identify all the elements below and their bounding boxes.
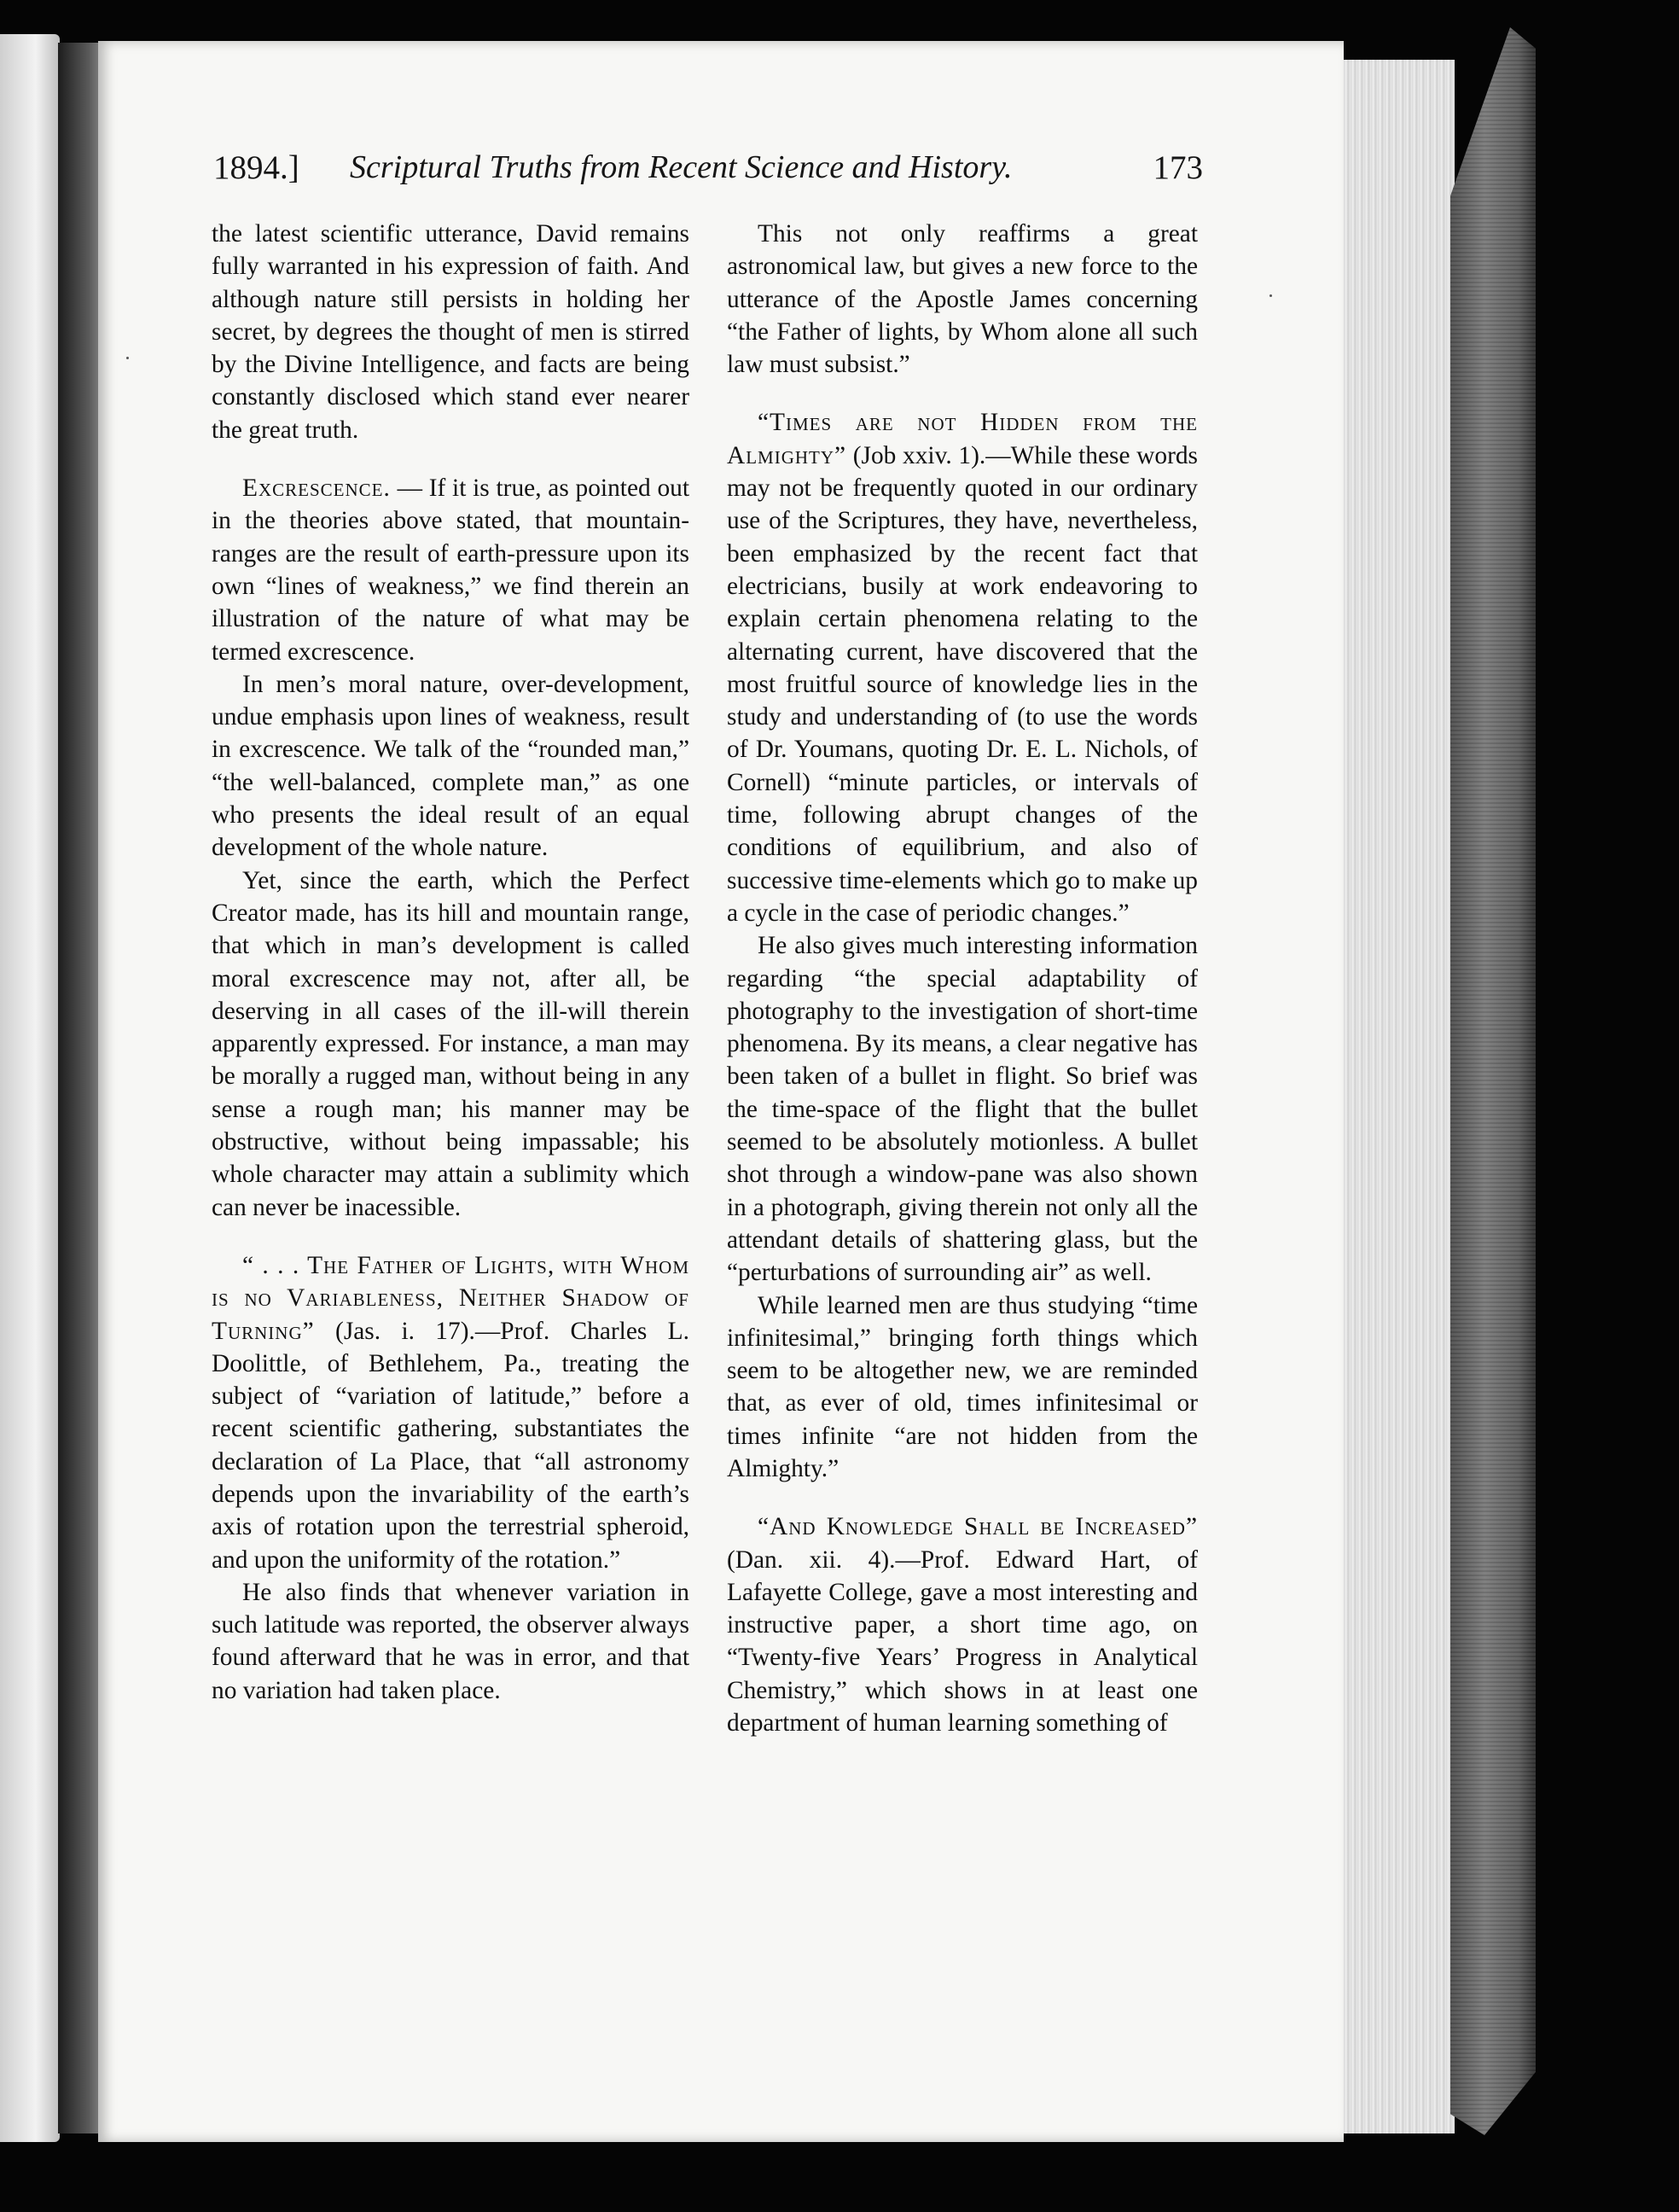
section-heading: “Times are not Hidden from the Almighty” bbox=[727, 409, 1198, 469]
paragraph: the latest scientific utterance, David remains fully warranted in his expression of faith. And although nature still persists in holding her secret, by degrees the thought of men is stirred by the Divine Intelligence, and facts are being constantly disclosed which stand ever nearer the great truth. bbox=[212, 220, 689, 444]
paragraph-text: (Jas. i. 17).—Prof. Charles L. Doolittle, of Bethlehem, Pa., treating the subject of “variation of latitude,” before a recent scientific gathering, substantiates the declaration of La Place, that “all astronomy depends upon the invariability of the earth’s axis of rotation upon the terrestrial spheroid, and upon the uniformity of the rotation.” bbox=[212, 1317, 689, 1574]
paragraph: This not only reaffirms a great astronomical law, but gives a new force to the utterance of the Apostle James concerning “the Father of lights, by Whom alone all such law must subsist.” bbox=[727, 220, 1198, 379]
page-stack-edge bbox=[1344, 60, 1455, 2133]
right-column bbox=[727, 218, 1198, 1739]
left-column bbox=[212, 218, 689, 1707]
page-number: 173 bbox=[1153, 149, 1203, 186]
paragraph-text: (Job xxiv. 1).—While these words may not be frequently quoted in our ordinary use of the Scriptures, they have, nevertheless, been emphasized by the recent fact that electricians, busily at work endeavoring to explain certain phenomena relating to the alternating current, have discovered that the most fruitful source of knowledge lies in the study and understanding of (to use the words of Dr. Youmans, quoting Dr. E. L. Nichols, of Cornell) “minute particles, or intervals of time, following abrupt changes of the conditions of equilibrium, and also of successive time-elements which go to make up a cycle in the case of periodic changes.” bbox=[727, 441, 1198, 927]
book-fore-edge bbox=[1450, 27, 1536, 2135]
paragraph bbox=[727, 1511, 1198, 1739]
previous-page-edge bbox=[0, 34, 60, 2142]
header-title: Scriptural Truths from Recent Science and History. bbox=[350, 149, 1013, 185]
stray-mark bbox=[126, 357, 129, 359]
paragraph: While learned men are thus studying “time infinitesimal,” bringing forth things which seem to be altogether new, we are reminded that, as ever of old, times infinitesimal or times infinite “are not hidden from the Almighty.” bbox=[727, 1291, 1198, 1482]
paragraph: He also gives much interesting information regarding “the special adaptability of photography to the investigation of short-time phenomena. By its means, a clear negative has been taken of a bullet in flight. So brief was the time-space of the flight that the bullet seemed to be absolutely motionless. A bullet shot through a window-pane was also shown in a photograph, giving therein not only all the attendant details of shattering glass, but the “perturbations of surrounding air” as well. bbox=[727, 932, 1198, 1287]
header-year: 1894.] bbox=[213, 149, 299, 186]
paragraph-text: (Dan. xii. 4).—Prof. Edward Hart, of Lafayette College, gave a most interesting and instructive paper, a short time ago, on “Twenty-five Years’ Progress in Analytical Chemistry,” which shows in at least one department of human learning something of bbox=[727, 1545, 1198, 1738]
paragraph: In men’s moral nature, over-development, undue emphasis upon lines of weakness, result in excrescence. We talk of the “rounded man,” “the well-balanced, complete man,” as one who presents the ideal result of an equal development of the whole nature. bbox=[212, 670, 689, 862]
section-heading: “ . . . The Father of Lights, with Whom is no Variableness, Neither Shadow of Turning” bbox=[212, 1251, 689, 1345]
section-heading: “And Knowledge Shall be Increased” bbox=[758, 1513, 1198, 1541]
paragraph bbox=[212, 472, 689, 668]
section-heading: Excrescence. bbox=[242, 474, 391, 503]
paragraph: He also finds that whenever variation in such latitude was reported, the observer always found afterward that he was in error, and that no variation had taken place. bbox=[212, 1578, 689, 1704]
paragraph bbox=[212, 1249, 689, 1576]
stray-mark bbox=[1269, 294, 1272, 297]
paragraph bbox=[727, 406, 1198, 929]
paragraph: Yet, since the earth, which the Perfect Creator made, has its hill and mountain range, that which in man’s development is called moral excrescence may not, after all, be deserving in all cases of the ill-will therein apparently expressed. For instance, a man may be morally a rugged man, without being in any sense a rough man; his manner may be obstructive, without being impassable; his whole character may attain a sublimity which can never be inacessible. bbox=[212, 866, 689, 1221]
running-header bbox=[213, 145, 1203, 193]
paragraph-text: — If it is true, as pointed out in the theories above stated, that mountain-ranges are the result of earth-pressure upon its own “lines of weakness,” we find therein an illustration of the nature of what may be termed excrescence. bbox=[212, 474, 689, 666]
